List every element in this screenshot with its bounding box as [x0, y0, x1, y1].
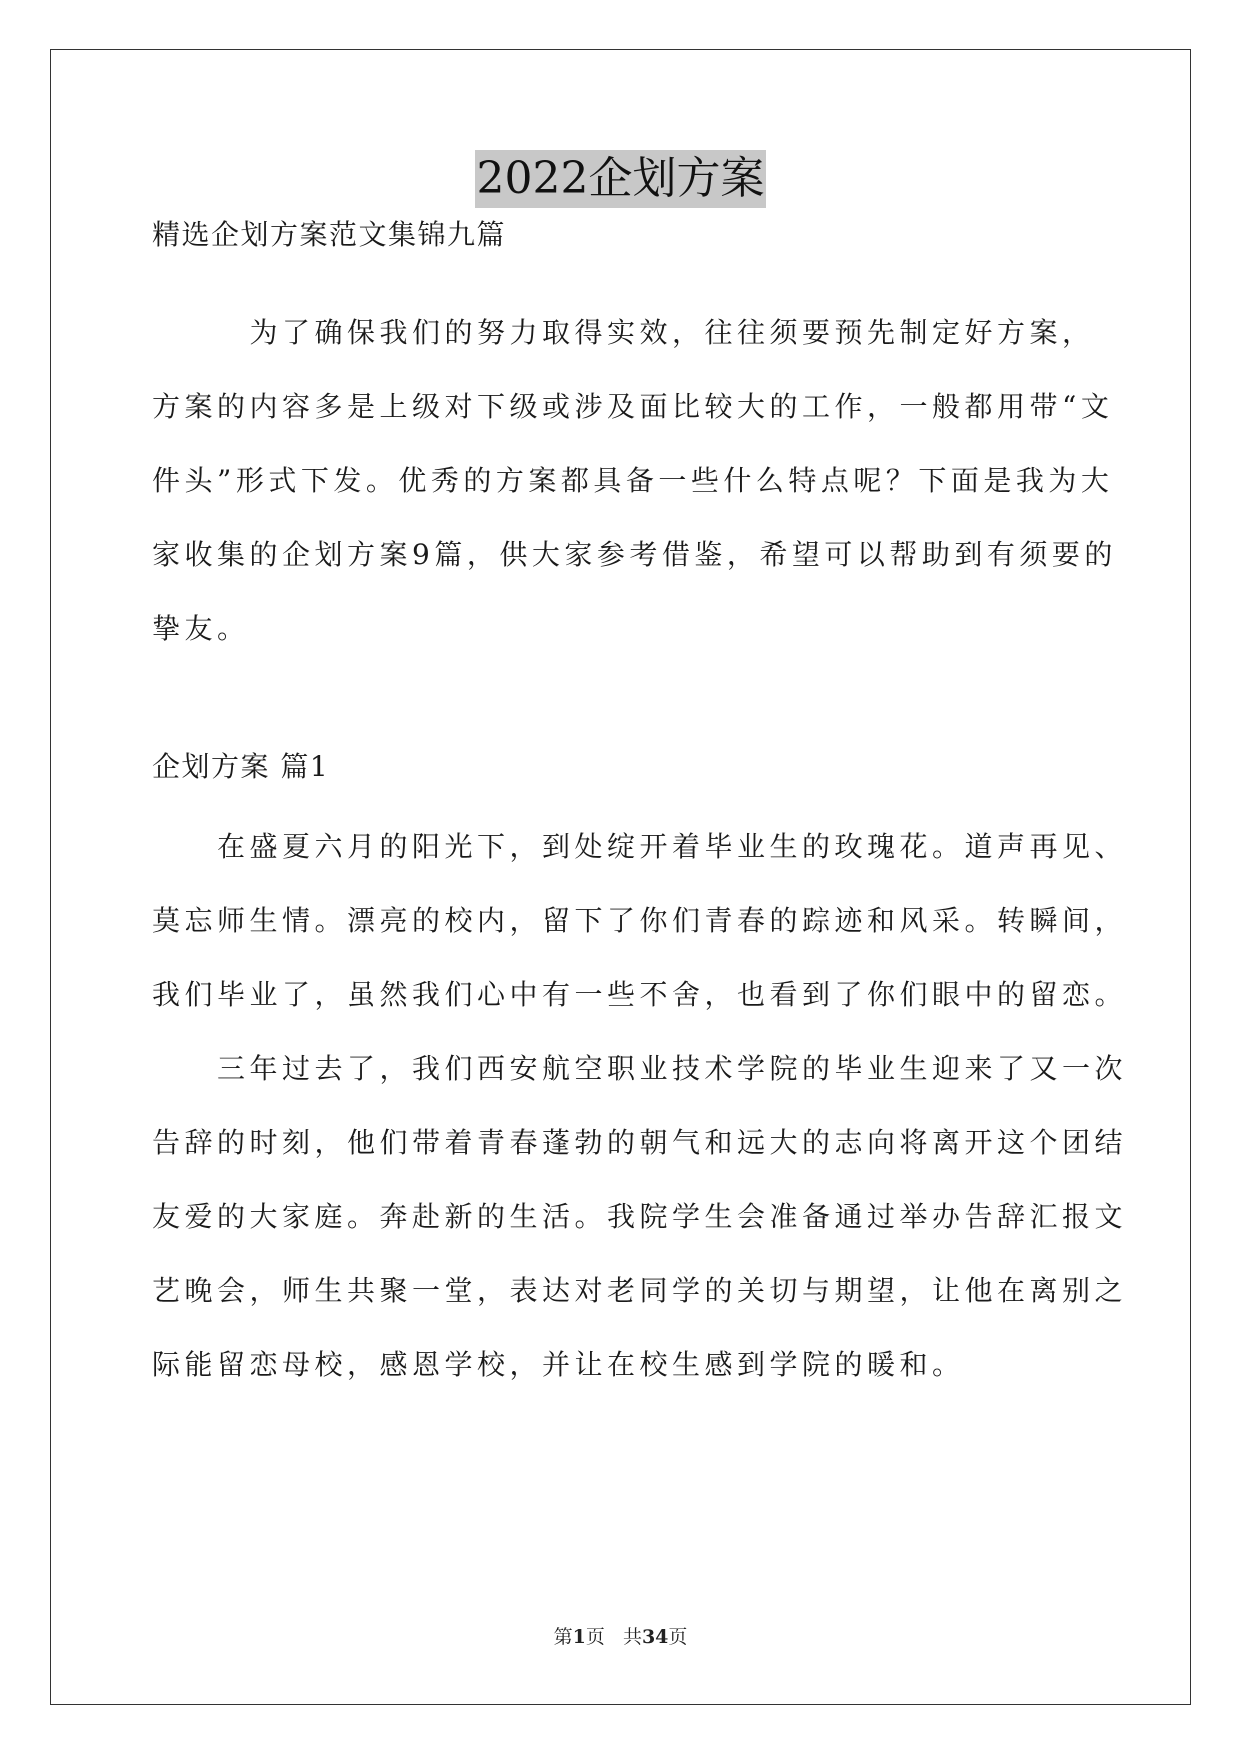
- section-line: 艺晚会，师生共聚一堂，表达对老同学的关切与期望，让他在离别之: [152, 1274, 1128, 1307]
- section-line: 际能留恋母校，感恩学校，并让在校生感到学院的暖和。: [152, 1348, 965, 1381]
- section-line: 告辞的时刻，他们带着青春蓬勃的朝气和远大的志向将离开这个团结: [152, 1126, 1128, 1159]
- title-wrap: [0, 150, 1241, 208]
- section-line: 我们毕业了，虽然我们心中有一些不舍，也看到了你们眼中的留恋。: [152, 978, 1128, 1011]
- section-line: 三年过去了，我们西安航空职业技术学院的毕业生迎来了又一次: [152, 1052, 1128, 1085]
- intro-line: 挚友。: [152, 612, 250, 645]
- page-footer: [0, 1624, 1241, 1650]
- page-border: [50, 49, 1191, 1705]
- footer-mid: 页 共: [585, 1626, 642, 1648]
- intro-line: 件头”形式下发。优秀的方案都具备一些什么特点呢？下面是我为大: [152, 464, 1114, 497]
- footer-page-number: 1: [572, 1626, 586, 1648]
- section-heading: 企划方案 篇1: [152, 750, 330, 783]
- footer-total-pages: 34: [641, 1626, 669, 1648]
- intro-line: 为了确保我们的努力取得实效，往往须要预先制定好方案，: [152, 316, 1095, 349]
- intro-line: 方案的内容多是上级对下级或涉及面比较大的工作，一般都用带“文: [152, 390, 1114, 423]
- document-title: 2022企划方案: [475, 150, 767, 208]
- document-subtitle: 精选企划方案范文集锦九篇: [152, 218, 507, 251]
- footer-suffix: 页: [668, 1626, 688, 1648]
- section-line: 莫忘师生情。漂亮的校内，留下了你们青春的踪迹和风采。转瞬间，: [152, 904, 1128, 937]
- section-line: 在盛夏六月的阳光下，到处绽开着毕业生的玫瑰花。道声再见、: [152, 830, 1128, 863]
- intro-line: 家收集的企划方案9篇，供大家参考借鉴，希望可以帮助到有须要的: [152, 538, 1117, 571]
- footer-prefix: 第: [553, 1626, 573, 1648]
- section-line: 友爱的大家庭。奔赴新的生活。我院学生会准备通过举办告辞汇报文: [152, 1200, 1128, 1233]
